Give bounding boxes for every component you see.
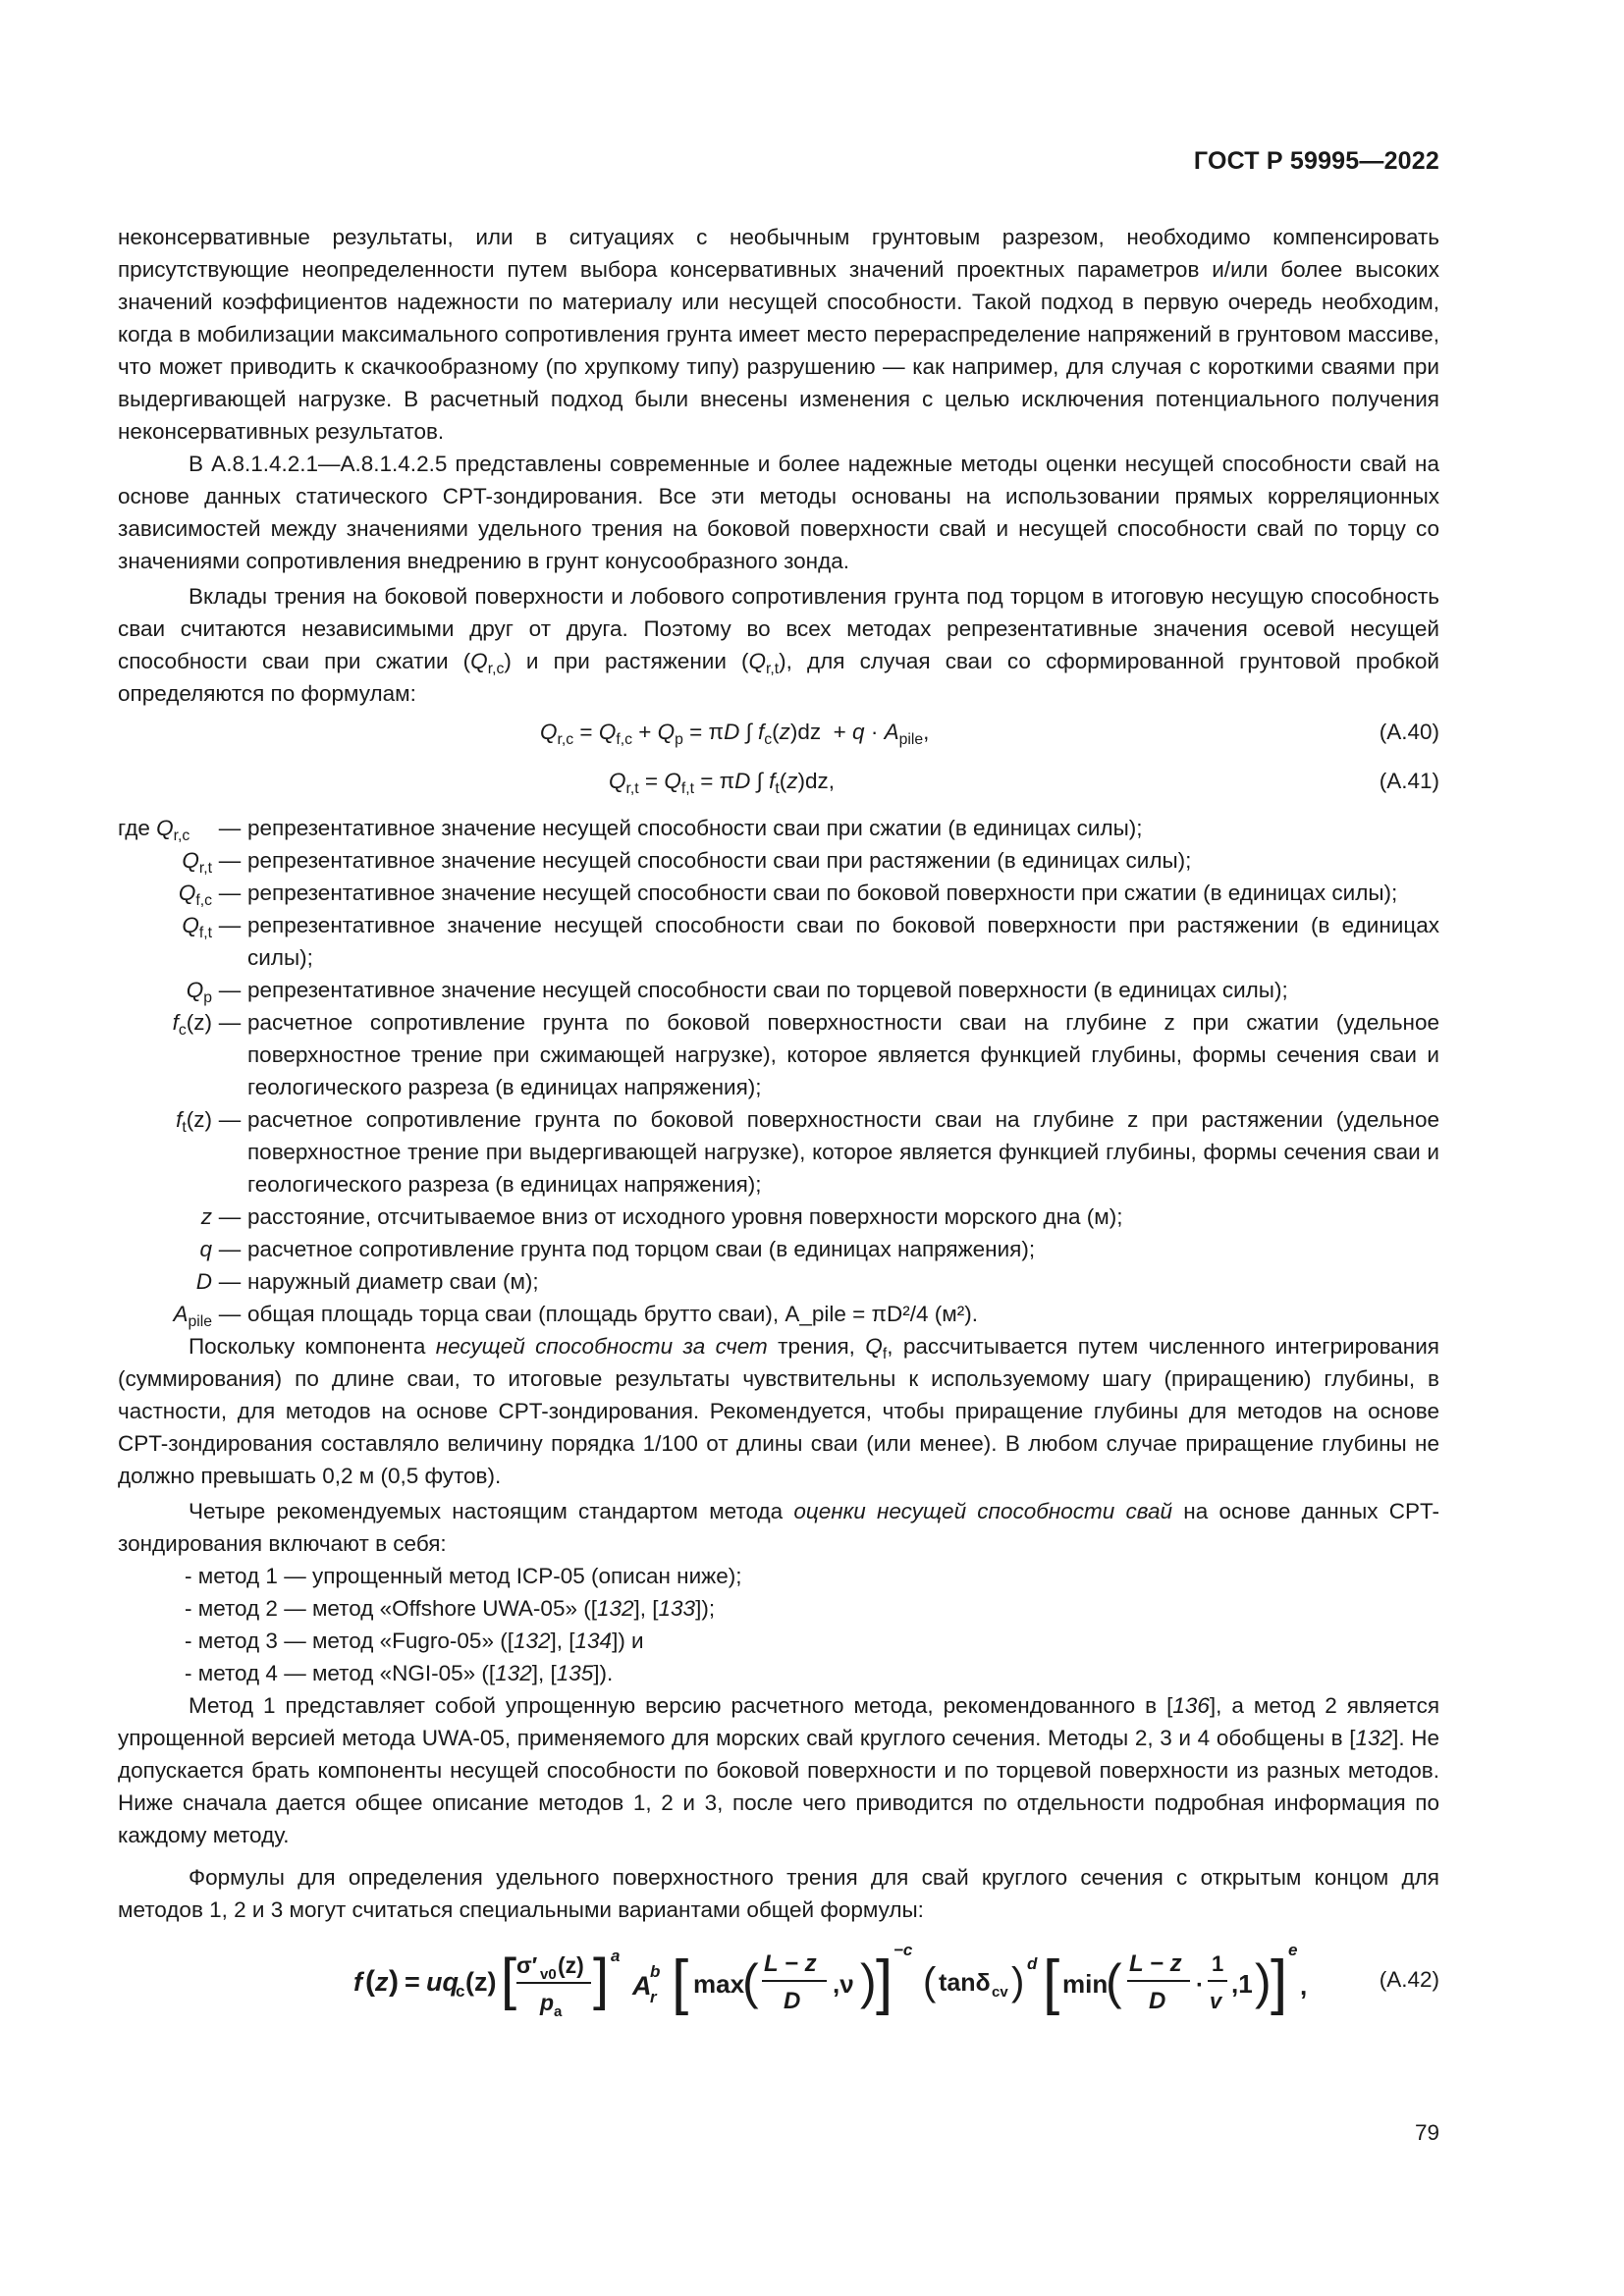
equation-a42 <box>118 1934 1439 2032</box>
svg-text:): ) <box>1011 1960 1025 2003</box>
svg-text:c: c <box>456 1982 465 2001</box>
paragraph-6: Метод 1 представляет собой упрощенную версию расчетного метода, рекомендованного в [136], а метод 2 является упрощенной версией метода UWA-05, применяемого для морских свай круглого сечения. Методы 2, 3 и 4 обобщены в [132]. Не допускается брать компоненты несущей способности по боковой поверхности и по торцевой поверхности из разных методов. Ниже сначала дается общее описание методов 1, 2 и 3, после чего приводится по отдельности подробная информация по каждому методу. <box>118 1693 1439 1847</box>
svg-text:): ) <box>860 1954 877 2009</box>
svg-text:e: e <box>1288 1941 1298 1959</box>
svg-text:tanδ: tanδ <box>939 1969 991 1997</box>
svg-text:L − z: L − z <box>1129 1950 1182 1977</box>
paragraph-1: неконсервативные результаты, или в ситуациях с необычным грунтовым разрезом, необходимо компенсировать присутствующие неопределенности путем выбора консервативных значений проектных параметров и/или более высоких значений коэффициентов надежности по материалу или несущей способности. Такой подход в первую очередь необходим, когда в мобилизации максимального сопротивления грунта имеет место перераспределение напряжений в грунтовом массиве, что может приводить к скачкообразному (по хрупкому типу) разрушению — как например, для случая с короткими сваями при выдергивающей нагрузке. В расчетный подход были внесены изменения с целью исключения потенциального получения неконсервативных результатов. <box>118 225 1439 444</box>
svg-text:A: A <box>632 1971 652 2001</box>
svg-text:(: ( <box>365 1965 375 1998</box>
svg-text:,: , <box>1300 1971 1308 2001</box>
paragraph-3: Вклады трения на боковой поверхности и лобового сопротивления грунта под торцом в итоговую несущую способность сваи считаются независимыми друг от друга. Поэтому во всех методах репрезентативные значения осевой несущей способности сваи при сжатии $(Q_{r,c})$ и при растяжении $(Q_{r,t})$, для случая сваи со сформированной грунтовой пробкой определяются по формулам: <box>118 584 1439 706</box>
svg-text:=: = <box>405 1967 420 1997</box>
equation-a42-body <box>353 1934 1335 2032</box>
svg-text:D: D <box>1149 1988 1166 2014</box>
svg-text:1: 1 <box>1212 1951 1224 1976</box>
svg-text:a: a <box>611 1947 621 1965</box>
equation-a40-number: (А.40) <box>1379 720 1439 744</box>
symbol-definitions <box>118 812 1439 1330</box>
svg-text:): ) <box>1255 1954 1272 2009</box>
svg-text:[: [ <box>1043 1949 1060 2016</box>
definition-item: $f_t(z)$ — расчетное сопротивление грунта по боковой поверхностности сваи на глубине z при растяжении (удельное поверхностное трение при выдергивающей нагрузке), которое является функцией глубины, формы сечения сваи и геологического разреза (в единицах напряжения); <box>176 1107 1439 1197</box>
svg-text:): ) <box>389 1965 399 1998</box>
definition-item: z — расстояние, отсчитываемое вниз от исходного уровня поверхности морского дна (м); <box>200 1204 1123 1229</box>
paragraph-7: Формулы для определения удельного поверхностного трения для свай круглого сечения с открытым концом для методов 1, 2 и 3 могут считаться специальными вариантами общей формулы: <box>118 1865 1439 1922</box>
definition-item: где $Q_{r,c}$ — репрезентативное значение несущей способности сваи при сжатии (в единицах силы); <box>118 816 1143 844</box>
list-item: - метод 2 — метод «Offshore UWA-05» ([132], [133]); <box>185 1596 716 1621</box>
page-header: ГОСТ Р 59995—2022 <box>1193 147 1439 175</box>
document-body <box>118 221 1439 2032</box>
svg-text:v0: v0 <box>540 1966 557 1983</box>
methods-list <box>118 1560 1439 1689</box>
paragraph-4: Поскольку компонента несущей способности за счет трения, $Q_f$, рассчитывается путем численного интегрирования (суммирования) по длине сваи, то итоговые результаты чувствительны к используемому шагу (приращению) глубины, в частности, для методов на основе CPT-зондирования. Рекомендуется, чтобы приращение глубины для методов на основе CPT-зондирования составляло величину порядка 1/100 от длины сваи (или менее). В любом случае приращение глубины не должно превышать 0,2 м (0,5 футов). <box>118 1334 1439 1488</box>
definition-item: $Q_{f,t}$ — репрезентативное значение несущей способности сваи по боковой поверхности при растяжении (в единицах силы); <box>182 913 1439 970</box>
svg-text:·: · <box>1196 1972 1204 1999</box>
svg-text:,ν: ,ν <box>833 1969 854 1999</box>
svg-text:(z): (z) <box>465 1967 497 1997</box>
definition-item: q — расчетное сопротивление грунта под торцом сваи (в единицах напряжения); <box>199 1237 1036 1261</box>
svg-text:(: ( <box>742 1954 759 2009</box>
equation-a40 <box>118 710 1439 759</box>
svg-text:b: b <box>650 1962 661 1981</box>
svg-text:,1: ,1 <box>1231 1969 1253 1999</box>
definition-item: $Q_p$ — репрезентативное значение несущей способности сваи по торцевой поверхности (в единицах силы); <box>186 978 1288 1006</box>
svg-text:r: r <box>650 1988 657 2006</box>
paragraph-2: В А.8.1.4.2.1—А.8.1.4.2.5 представлены современные и более надежные методы оценки несущей способности свай на основе данных статического CPT-зондирования. Все эти методы основаны на использовании прямых корреляционных зависимостей между значениями удельного трения на боковой поверхности свай и несущей способности свай по торцу со значениями сопротивления внедрению в грунт конусообразного зонда. <box>118 452 1439 573</box>
paragraph-5: Четыре рекомендуемых настоящим стандартом метода оценки несущей способности свай на основе данных CPT-зондирования включают в себя: <box>118 1499 1439 1556</box>
svg-text:L − z: L − z <box>764 1950 817 1977</box>
definition-item: $Q_{r,t}$ — репрезентативное значение несущей способности сваи при растяжении (в единицах силы); <box>182 848 1192 877</box>
svg-text:a: a <box>554 2003 563 2020</box>
list-item: - метод 4 — метод «NGI-05» ([132], [135]). <box>185 1661 614 1685</box>
svg-text:−c: −c <box>893 1941 913 1959</box>
page-number: 79 <box>1414 2120 1439 2145</box>
definition-item: $A_{pile}$ — общая площадь торца сваи (площадь брутто сваи), A_pile = πD²/4 (м²). <box>173 1302 978 1330</box>
definition-item: $Q_{f,c}$ — репрезентативное значение несущей способности сваи по боковой поверхности при сжатии (в единицах силы); <box>178 881 1398 909</box>
equation-a41-number: (А.41) <box>1379 769 1439 793</box>
svg-text:uq: uq <box>426 1967 459 1997</box>
equation-a40-body: $Q_{r,c} = Q_{f,c} + Q_p = \pi D$ ∫ $f_c(z)dz + q \cdot A_{pile}$, <box>540 720 930 748</box>
svg-text:(z): (z) <box>558 1952 584 1978</box>
svg-text:σ′: σ′ <box>516 1952 538 1978</box>
svg-text:D: D <box>784 1988 801 2014</box>
definition-item: $f_c(z)$ — расчетное сопротивление грунта по боковой поверхностности сваи на глубине z при сжатии (удельное поверхностное трение при сжимающей нагрузке), которое является функцией глубины, формы сечения сваи и геологического разреза (в единицах напряжения); <box>172 1010 1439 1099</box>
list-item: - метод 3 — метод «Fugro-05» ([132], [134]) и <box>185 1629 644 1653</box>
definition-item: D — наружный диаметр сваи (м); <box>195 1269 539 1294</box>
svg-text:z: z <box>375 1967 389 1997</box>
svg-text:]: ] <box>1271 1949 1288 2016</box>
equation-a41 <box>118 759 1439 808</box>
svg-text:]: ] <box>593 1948 610 2011</box>
list-item: - метод 1 — упрощенный метод ICP-05 (описан ниже); <box>185 1564 742 1588</box>
svg-text:[: [ <box>501 1948 517 2011</box>
svg-text:cv: cv <box>992 1984 1008 2001</box>
svg-text:p: p <box>540 1990 555 2015</box>
svg-text:f: f <box>353 1967 362 1997</box>
svg-text:(: ( <box>923 1960 937 2003</box>
svg-text:[: [ <box>672 1949 689 2016</box>
svg-text:v: v <box>1210 1989 1222 2013</box>
svg-text:max: max <box>693 1969 745 1999</box>
svg-text:]: ] <box>876 1949 893 2016</box>
svg-text:min: min <box>1062 1969 1109 1999</box>
svg-text:(: ( <box>1106 1954 1122 2009</box>
svg-text:d: d <box>1027 1954 1038 1973</box>
equation-a41-body: $Q_{r,t} = Q_{f,t} = \pi D$ ∫ $f_t(z)dz$, <box>609 769 835 797</box>
where-label: где <box>118 816 150 840</box>
equation-a42-number: (А.42) <box>1379 1967 1439 1992</box>
